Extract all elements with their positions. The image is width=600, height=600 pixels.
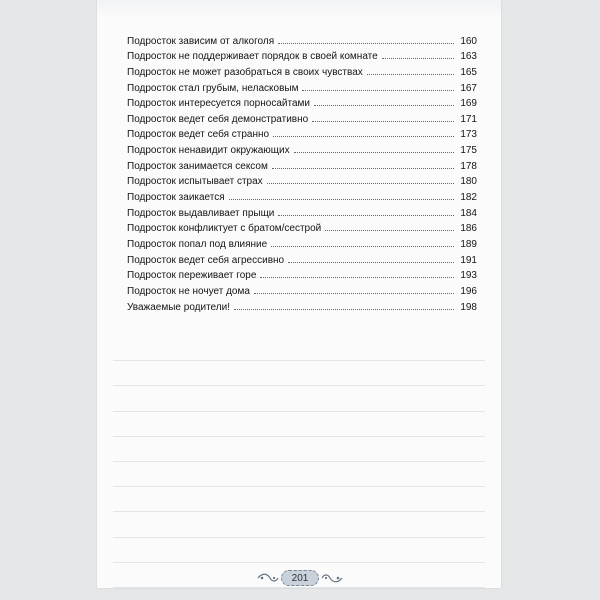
toc-entry: [127, 156, 477, 172]
toc-entry-page: 189: [460, 238, 477, 250]
toc-entry-title: Подросток переживает горе: [127, 270, 257, 282]
toc-dot-leader: [302, 90, 454, 91]
toc-entry-title: Подросток ведет себя демонстративно: [127, 113, 309, 125]
ruled-line: [113, 437, 485, 462]
toc-entry-page: 196: [460, 285, 477, 297]
toc-entry-page: 173: [460, 129, 477, 141]
toc-entry-page: 160: [460, 35, 477, 47]
toc-dot-leader: [314, 105, 454, 106]
toc-entry: [127, 62, 477, 78]
toc-entry: [127, 140, 477, 156]
toc-entry-title: Подросток заикается: [127, 192, 225, 204]
toc-dot-leader: [294, 152, 454, 153]
toc-entry-page: 175: [460, 145, 477, 157]
ruled-line: [113, 386, 485, 411]
toc-entry: [127, 187, 477, 203]
toc-entry-page: 178: [460, 160, 477, 172]
toc-entry: [127, 234, 477, 250]
toc-entry-title: Подросток интересуется порносайтами: [127, 98, 310, 110]
toc-entry-title: Подросток не может разобраться в своих чувствах: [127, 66, 363, 78]
toc-entry-title: Подросток ненавидит окружающих: [127, 145, 290, 157]
toc-entry: [127, 297, 477, 313]
toc-entry-page: 165: [460, 66, 477, 78]
toc-dot-leader: [278, 43, 454, 44]
table-of-contents: [127, 31, 477, 313]
left-ornament-icon: [257, 572, 279, 584]
toc-entry-page: 184: [460, 207, 477, 219]
toc-entry-page: 163: [460, 51, 477, 63]
page-number: 201: [281, 570, 319, 586]
ruled-line: [113, 462, 485, 487]
toc-entry: [127, 109, 477, 125]
toc-entry: [127, 250, 477, 266]
toc-entry-title: Подросток испытывает страх: [127, 176, 263, 188]
toc-dot-leader: [271, 246, 454, 247]
toc-dot-leader: [254, 293, 454, 294]
toc-entry-title: Подросток занимается сексом: [127, 160, 268, 172]
toc-dot-leader: [325, 230, 454, 231]
toc-entry-page: 193: [460, 270, 477, 282]
toc-entry: [127, 78, 477, 94]
toc-dot-leader: [234, 309, 454, 310]
toc-entry-page: 182: [460, 192, 477, 204]
ruled-line: [113, 512, 485, 537]
toc-entry-page: 180: [460, 176, 477, 188]
toc-entry-title: Подросток ведет себя странно: [127, 129, 270, 141]
ruled-lines: [113, 336, 485, 588]
toc-dot-leader: [273, 136, 454, 137]
toc-dot-leader: [278, 215, 454, 216]
toc-entry-page: 171: [460, 113, 477, 125]
toc-entry: [127, 172, 477, 188]
toc-dot-leader: [272, 168, 454, 169]
ruled-line: [113, 538, 485, 563]
toc-entry-title: Подросток конфликтует с братом/сестрой: [127, 223, 322, 235]
page-footer: [252, 568, 348, 588]
toc-entry: [127, 31, 477, 47]
toc-entry-title: Уважаемые родители!: [127, 301, 230, 313]
toc-entry-title: Подросток выдавливает прыщи: [127, 207, 275, 219]
toc-entry-page: 169: [460, 98, 477, 110]
toc-dot-leader: [367, 74, 454, 75]
toc-entry: [127, 47, 477, 63]
toc-entry: [127, 266, 477, 282]
toc-entry-title: Подросток попал под влияние: [127, 238, 268, 250]
toc-entry-title: Подросток зависим от алкоголя: [127, 35, 275, 47]
toc-entry-title: Подросток не ночует дома: [127, 285, 250, 297]
toc-entry-title: Подросток стал грубым, неласковым: [127, 82, 299, 94]
toc-entry-page: 167: [460, 82, 477, 94]
toc-entry: [127, 94, 477, 110]
toc-entry-title: Подросток ведет себя агрессивно: [127, 254, 285, 266]
toc-dot-leader: [260, 277, 454, 278]
toc-entry-page: 198: [460, 301, 477, 313]
toc-entry: [127, 125, 477, 141]
toc-entry-page: 191: [460, 254, 477, 266]
toc-entry: [127, 203, 477, 219]
ruled-line: [113, 361, 485, 386]
toc-entry-title: Подросток не поддерживает порядок в своей комнате: [127, 51, 378, 63]
toc-dot-leader: [229, 199, 454, 200]
toc-dot-leader: [382, 58, 454, 59]
ruled-line: [113, 487, 485, 512]
book-page: [97, 0, 501, 588]
page-top-shadow: [97, 0, 501, 18]
toc-dot-leader: [267, 183, 454, 184]
toc-dot-leader: [312, 121, 454, 122]
ruled-line: [113, 336, 485, 361]
right-ornament-icon: [321, 572, 343, 584]
toc-entry-page: 186: [460, 223, 477, 235]
ruled-line: [113, 412, 485, 437]
toc-entry: [127, 281, 477, 297]
toc-dot-leader: [288, 262, 454, 263]
toc-entry: [127, 219, 477, 235]
